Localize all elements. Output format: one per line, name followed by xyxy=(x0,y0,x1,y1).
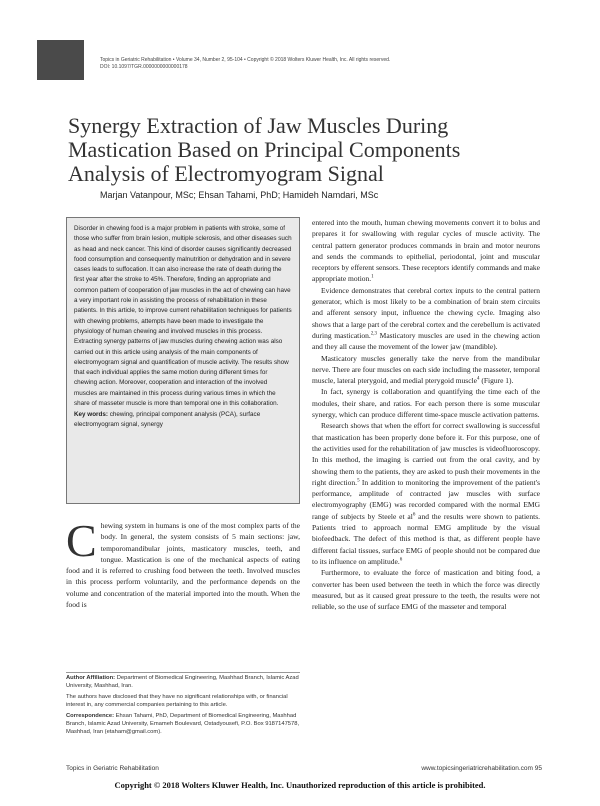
footer-journal: Topics in Geriatric Rehabilitation xyxy=(66,765,159,772)
paragraph-5 xyxy=(312,420,540,567)
paragraph-4: In fact, synergy is collaboration and quantifying the time each of the modules, their share, and ratios. For each person there is some muscular synergy, which can produce different time-space muscle activation patterns. xyxy=(312,387,540,420)
article-title: Synergy Extraction of Jaw Muscles During Mastication Based on Principal Components Analysis of Electromyogram Signal xyxy=(68,113,461,186)
paragraph-3-tail: (Figure 1). xyxy=(479,376,514,386)
doi-line: DOI: 10.1097/TGR.0000000000000178 xyxy=(100,64,188,70)
paragraph-5-tail: In addition to monitoring the improvement of the patient's performance, amplitude of contracted jaw muscles with surface electromyography (EMG) was recorded compared with the normal EMG range of subjects by Steele et al xyxy=(312,477,540,521)
ref-1: 1 xyxy=(371,274,374,280)
author-list: Marjan Vatanpour, MSc; Ehsan Tahami, PhD; Hamideh Namdari, MSc xyxy=(100,190,379,200)
affiliation-text: Department of Biomedical Engineering, Mashhad Branch, Islamic Azad University, Mashhad, Iran. xyxy=(66,675,299,689)
keywords-text: chewing, principal component analysis (PCA), surface electromyogram signal, synergy xyxy=(74,411,261,428)
paragraph-5-text: Research shows that when the effort for correct swallowing is successful that mastication has been properly done before it. For this purpose, one of the activities used for the rehabilitation of jaw muscles is videofluoroscopy. In this method, the imaging is carried out from the oral cavity, and by showing them to the patients, they are asked to push their movements in the right direction. xyxy=(312,421,540,487)
keywords xyxy=(74,410,292,429)
body-column-left xyxy=(66,515,300,610)
drop-cap: C xyxy=(66,515,97,566)
footer-url-page: www.topicsingeriatricrehabilitation.com 95 xyxy=(421,765,542,772)
citation-line: Topics in Geriatric Rehabilitation • Volume 34, Number 2, 95-104 • Copyright © 2018 Wolters Kluwer Health, Inc. All rights reserved. xyxy=(100,57,391,63)
ref-3: 4 xyxy=(476,376,480,382)
correspondence-label: Correspondence: xyxy=(66,713,114,720)
keywords-label: Key words: xyxy=(74,411,108,419)
affiliation-label: Author Affiliation: xyxy=(66,675,116,681)
paragraph-1-text: entered into the mouth, human chewing movements convert it to bolus and prepares it for swallowing with regular cycles of muscle activity. The central pattern generator produces commands in brain and motor neurons and sends the commands to epithelial, periodontal, joint and muscular receptors by efferent sensors. These receptors identify commands and make appropriate motion. xyxy=(312,218,540,284)
abstract-box xyxy=(66,217,300,504)
paragraph-3 xyxy=(312,353,540,387)
abstract-text: Disorder in chewing food is a major problem in patients with stroke, some of those who suffer from brain lesion, multiple sclerosis, and other diseases such as head and neck cancer. This kind of disorder causes significantly decreased food consumption and consequently malnutrition or dehydration and in severe cases leads to suffocation. It can also increase the rate of death during the first year after the stroke to 45%. Therefore, finding an appropriate and common pattern of cooperation of jaw muscles in the act of chewing can have a very important role in assisting the process of rehabilitation in these patients. In this article, to improve current rehabilitation techniques for patients with chewing problems, attempts have been made to investigate the physiology of human chewing and involved muscles in this process. Extracting synergy patterns of jaw muscles during chewing action was also carried out in this article using analysis of the main components of electromyogram signal and quantification of muscle activity. The results show that each individual applies the same motion during different times for chewing action. Moreover, cooperation and interaction of the involved muscles are maintained in this process during various times in which the share of masseter muscle is more than temporal one in this collaboration. xyxy=(74,225,292,408)
ref-6: 6 xyxy=(412,512,416,518)
ref-6b: 6 xyxy=(399,557,403,563)
intro-paragraph: hewing system in humans is one of the most complex parts of the body. In general, the system consists of 5 main sections: jaw, temporomandibular joints, masticatory muscles, teeth, and tongue. Mastication is one of the mechanical aspects of eating food and it is referred to crushing food between the teeth. Involved muscles in this process perform voluntarily, and the performance depends on the volume and concentration of the material imported into the mouth. When the food is xyxy=(66,521,300,610)
paragraph-6: Furthermore, to evaluate the force of mastication and biting food, a converter has been used between the teeth in which the force was directly measured, but as it caused great pressure to the teeth, the results were not reliable, so the use of surface EMG of the masseter and temporal xyxy=(312,568,540,612)
journal-color-bar xyxy=(37,40,84,80)
affiliation-note xyxy=(66,675,300,690)
correspondence-note xyxy=(66,713,300,736)
paragraph-5-tail-2: and the results were shown to patients. Patients tried to approach normal EMG amplitude by the visual biofeedback. The defect of this method is that, as different people have different facial tissues, surface EMG of people should not be compared due to its influence on amplitude. xyxy=(312,511,541,566)
ref-2: 2,3 xyxy=(370,331,377,337)
paragraph-2-tail: Masticatory muscles are used in the chewing action and they all cause the movement of the lower jaw (mandible). xyxy=(312,330,541,352)
paragraph-1 xyxy=(312,217,540,285)
paragraph-2 xyxy=(312,285,540,353)
header-meta xyxy=(100,57,540,71)
correspondence-text: Ehsan Tahami, PhD, Department of Biomedical Engineering, Mashhad Branch, Islamic Azad University, Emameh Boulevard, Ostadyousefi, P.O. Box 9187147578, Mashhad, Iran (etaham@gmail.com). xyxy=(66,713,300,735)
footnotes xyxy=(66,675,300,740)
body-column-right xyxy=(312,217,540,612)
paragraph-3-text: Masticatory muscles generally take the nerve from the mandibular nerve. There are four muscles on each side including the masseter, temporal muscle, lateral pterygoid, and medial pterygoid muscle xyxy=(312,353,540,386)
copyright-notice: Copyright © 2018 Wolters Kluwer Health, Inc. Unauthorized reproduction of this article is prohibited. xyxy=(114,780,486,790)
ref-5: 5 xyxy=(357,478,360,484)
footnote-divider xyxy=(66,672,300,673)
paragraph-2-text: Evidence demonstrates that cerebral cortex inputs to the central pattern generator, which is most likely to be a combination of brain stem circuits and afferent sensory input, influence the chewing cycle. Imaging also shows that a large part of the cerebral cortex and the cerebellum is activated during mastication. xyxy=(312,285,540,340)
disclosure-note: The authors have disclosed that they have no significant relationships with, or financial interest in, any commercial companies pertaining to this article. xyxy=(66,694,288,708)
